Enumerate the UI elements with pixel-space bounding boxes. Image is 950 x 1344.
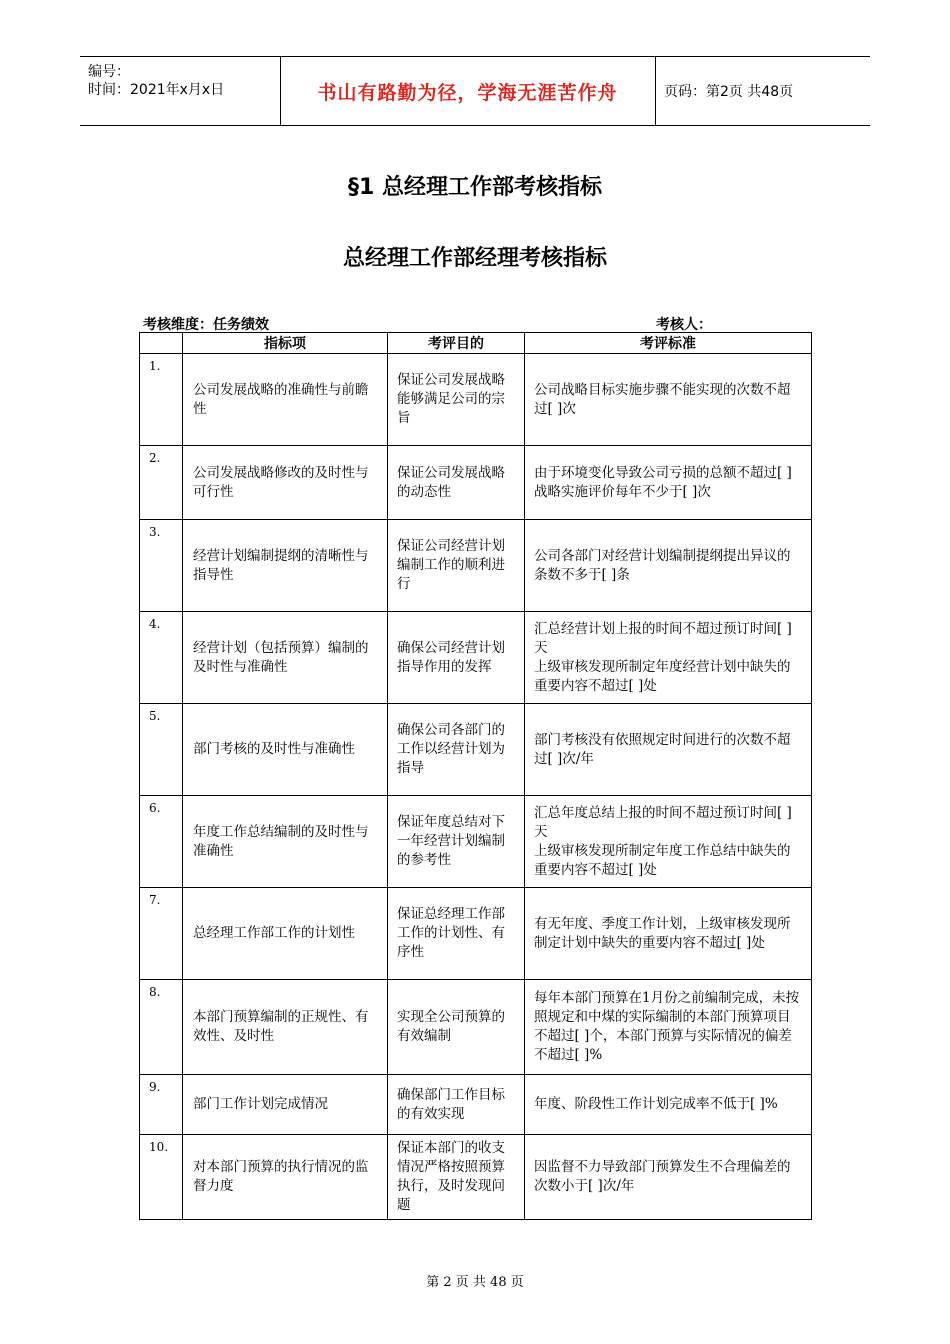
code-label: 编号： — [88, 64, 130, 80]
table-row — [140, 1075, 812, 1135]
page-info: 页码：第2页 共48页 — [664, 84, 794, 100]
purpose-cell: 保证公司发展战略的动态性 — [388, 446, 525, 520]
header-meta-cell — [80, 57, 281, 125]
table-row — [140, 1135, 812, 1220]
header-standard: 考评标准 — [525, 333, 812, 354]
standard-cell: 公司战略目标实施步骤不能实现的次数不超过[ ]次 — [525, 354, 812, 446]
header-motto-cell — [280, 57, 656, 125]
header-page-cell — [656, 57, 870, 125]
purpose-cell: 实现全公司预算的有效编制 — [388, 980, 525, 1075]
row-number: 2. — [140, 446, 183, 520]
row-number: 3. — [140, 520, 183, 612]
time-label: 时间：2021年x月x日 — [88, 82, 225, 98]
header-number — [140, 333, 183, 354]
standard-cell: 部门考核没有依照规定时间进行的次数不超过[ ]次/年 — [525, 704, 812, 796]
page-header — [80, 56, 870, 126]
indicator-cell: 经营计划（包括预算）编制的及时性与准确性 — [183, 612, 388, 704]
standard-cell: 汇总年度总结上报的时间不超过预订时间[ ]天 上级审核发现所制定年度工作总结中缺失的重要内容不超过[ ]处 — [525, 796, 812, 888]
standard-cell: 由于环境变化导致公司亏损的总额不超过[ ] 战略实施评价每年不少于[ ]次 — [525, 446, 812, 520]
row-number: 9. — [140, 1075, 183, 1135]
table-row — [140, 612, 812, 704]
indicator-cell: 部门工作计划完成情况 — [183, 1075, 388, 1135]
row-number: 7. — [140, 888, 183, 980]
indicator-cell: 公司发展战略的准确性与前瞻性 — [183, 354, 388, 446]
standard-cell: 公司各部门对经营计划编制提纲提出异议的条数不多于[ ]条 — [525, 520, 812, 612]
standard-cell: 有无年度、季度工作计划，上级审核发现所制定计划中缺失的重要内容不超过[ ]处 — [525, 888, 812, 980]
indicator-cell: 经营计划编制提纲的清晰性与指导性 — [183, 520, 388, 612]
header-purpose: 考评目的 — [388, 333, 525, 354]
indicator-cell: 部门考核的及时性与准确性 — [183, 704, 388, 796]
purpose-cell: 保证本部门的收支情况严格按照预算执行，及时发现问题 — [388, 1135, 525, 1220]
table-row — [140, 980, 812, 1075]
assessor-label: 考核人： — [656, 317, 712, 333]
document-subtitle: 总经理工作部经理考核指标 — [342, 246, 607, 271]
row-number: 8. — [140, 980, 183, 1075]
table-row — [140, 704, 812, 796]
indicator-cell: 对本部门预算的执行情况的监督力度 — [183, 1135, 388, 1220]
header-indicator: 指标项 — [183, 333, 388, 354]
purpose-cell: 确保公司各部门的工作以经营计划为指导 — [388, 704, 525, 796]
table-row — [140, 446, 812, 520]
section-title: §1 总经理工作部考核指标 — [348, 175, 602, 200]
table-row — [140, 354, 812, 446]
indicator-cell: 本部门预算编制的正规性、有效性、及时性 — [183, 980, 388, 1075]
row-number: 4. — [140, 612, 183, 704]
kpi-table — [139, 332, 812, 1220]
row-number: 6. — [140, 796, 183, 888]
table-row — [140, 520, 812, 612]
table-row — [140, 796, 812, 888]
standard-cell: 因监督不力导致部门预算发生不合理偏差的次数小于[ ]次/年 — [525, 1135, 812, 1220]
standard-cell: 每年本部门预算在1月份之前编制完成，未按照规定和中煤的实际编制的本部门预算项目不超过[ ]个，本部门预算与实际情况的偏差不超过[ ]% — [525, 980, 812, 1075]
motto-text: 书山有路勤为径，学海无涯苦作舟 — [317, 81, 618, 104]
standard-cell: 汇总经营计划上报的时间不超过预订时间[ ]天 上级审核发现所制定年度经营计划中缺失的重要内容不超过[ ]处 — [525, 612, 812, 704]
purpose-cell: 确保公司经营计划指导作用的发挥 — [388, 612, 525, 704]
row-number: 5. — [140, 704, 183, 796]
row-number: 10. — [140, 1135, 183, 1220]
page-footer: 第 2 页 共 48 页 — [426, 1275, 524, 1290]
row-number: 1. — [140, 354, 183, 446]
purpose-cell: 保证公司经营计划编制工作的顺利进行 — [388, 520, 525, 612]
indicator-cell: 公司发展战略修改的及时性与可行性 — [183, 446, 388, 520]
dimension-label: 考核维度：任务绩效 — [143, 317, 269, 333]
indicator-cell: 总经理工作部工作的计划性 — [183, 888, 388, 980]
purpose-cell: 保证公司发展战略能够满足公司的宗旨 — [388, 354, 525, 446]
indicator-cell: 年度工作总结编制的及时性与准确性 — [183, 796, 388, 888]
purpose-cell: 确保部门工作目标的有效实现 — [388, 1075, 525, 1135]
standard-cell: 年度、阶段性工作计划完成率不低于[ ]% — [525, 1075, 812, 1135]
purpose-cell: 保证年度总结对下一年经营计划编制的参考性 — [388, 796, 525, 888]
purpose-cell: 保证总经理工作部 工作的计划性、有序性 — [388, 888, 525, 980]
table-row — [140, 888, 812, 980]
table-header-row — [140, 333, 812, 354]
